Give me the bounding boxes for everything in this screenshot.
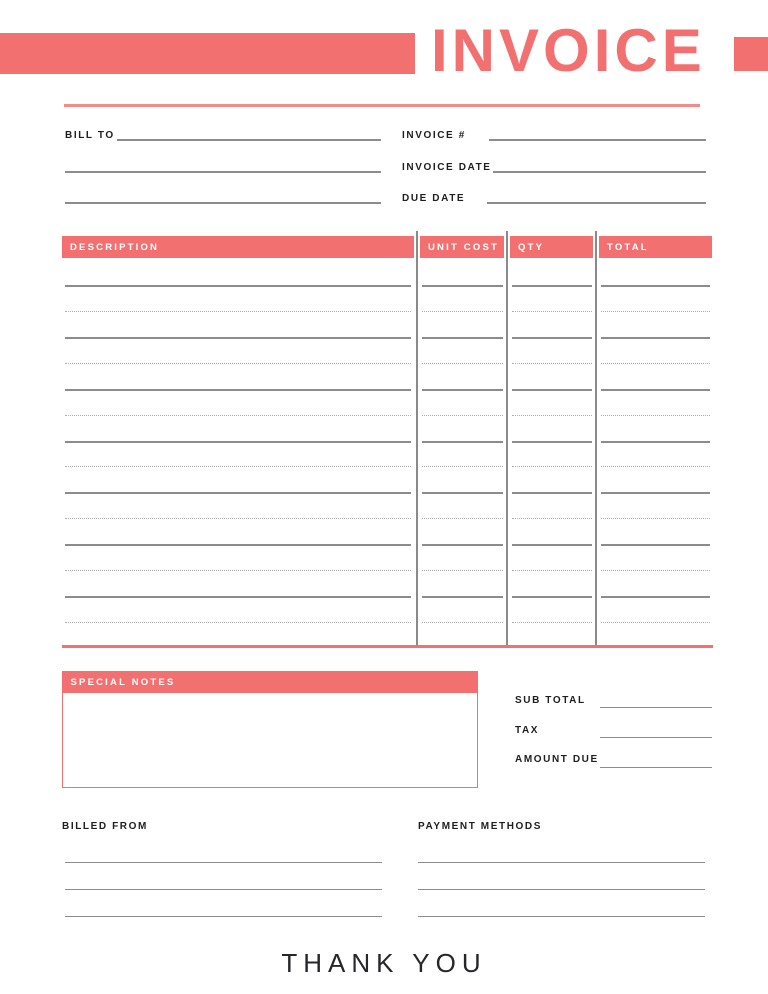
table-cell-line[interactable] <box>422 596 503 598</box>
table-column-divider <box>416 231 418 645</box>
table-bottom-rule <box>62 645 713 648</box>
tax-label: TAX <box>515 725 540 736</box>
table-cell-line[interactable] <box>422 311 503 312</box>
table-cell-line[interactable] <box>601 389 710 391</box>
table-cell-line[interactable] <box>512 285 592 287</box>
table-cell-line[interactable] <box>65 389 411 391</box>
table-header-unit-cost: UNIT COST <box>420 236 504 258</box>
table-cell-line[interactable] <box>422 337 503 339</box>
thank-you-text: THANK YOU <box>281 948 487 978</box>
table-cell-line[interactable] <box>422 285 503 287</box>
special-notes-label: SPECIAL NOTES <box>62 671 478 693</box>
header-accent-square <box>734 37 768 71</box>
sub-total-line[interactable] <box>600 707 712 708</box>
table-cell-line[interactable] <box>601 622 710 623</box>
table-cell-line[interactable] <box>65 518 411 519</box>
table-cell-line[interactable] <box>65 466 411 467</box>
special-notes-box <box>62 671 478 788</box>
sub-total-label: SUB TOTAL <box>515 695 586 706</box>
billed-from-line-3[interactable] <box>65 916 382 917</box>
table-cell-line[interactable] <box>422 570 503 571</box>
billed-from-label: BILLED FROM <box>62 821 148 832</box>
table-cell-line[interactable] <box>601 466 710 467</box>
invoice-date-label: INVOICE DATE <box>402 162 492 173</box>
table-cell-line[interactable] <box>601 363 710 364</box>
special-notes-content[interactable] <box>63 694 477 787</box>
table-cell-line[interactable] <box>422 441 503 443</box>
table-cell-line[interactable] <box>65 363 411 364</box>
table-header-description: DESCRIPTION <box>62 236 414 258</box>
table-cell-line[interactable] <box>512 492 592 494</box>
tax-line[interactable] <box>600 737 712 738</box>
invoice-number-line[interactable] <box>489 139 706 141</box>
invoice-date-line[interactable] <box>493 171 706 173</box>
due-date-line[interactable] <box>487 202 706 204</box>
amount-due-label: AMOUNT DUE <box>515 754 599 765</box>
header-accent-bar <box>0 33 415 74</box>
table-cell-line[interactable] <box>422 389 503 391</box>
table-cell-line[interactable] <box>65 285 411 287</box>
table-cell-line[interactable] <box>65 570 411 571</box>
table-cell-line[interactable] <box>422 415 503 416</box>
table-cell-line[interactable] <box>422 518 503 519</box>
table-cell-line[interactable] <box>422 622 503 623</box>
table-cell-line[interactable] <box>65 544 411 546</box>
bill-to-line-3[interactable] <box>65 202 381 204</box>
bill-to-label: BILL TO <box>65 130 115 141</box>
table-cell-line[interactable] <box>65 415 411 416</box>
table-cell-line[interactable] <box>65 337 411 339</box>
bill-to-line-1[interactable] <box>117 139 381 141</box>
table-cell-line[interactable] <box>512 415 592 416</box>
page-title: INVOICE <box>431 17 706 84</box>
billed-from-line-1[interactable] <box>65 862 382 863</box>
table-cell-line[interactable] <box>422 544 503 546</box>
table-cell-line[interactable] <box>601 337 710 339</box>
table-cell-line[interactable] <box>422 492 503 494</box>
payment-methods-line-1[interactable] <box>418 862 705 863</box>
table-cell-line[interactable] <box>601 518 710 519</box>
payment-methods-label: PAYMENT METHODS <box>418 821 543 832</box>
table-cell-line[interactable] <box>65 441 411 443</box>
table-cell-line[interactable] <box>512 596 592 598</box>
table-cell-line[interactable] <box>422 466 503 467</box>
table-cell-line[interactable] <box>601 544 710 546</box>
table-column-divider <box>595 231 597 645</box>
table-cell-line[interactable] <box>512 337 592 339</box>
table-cell-line[interactable] <box>65 596 411 598</box>
table-cell-line[interactable] <box>601 570 710 571</box>
table-cell-line[interactable] <box>65 311 411 312</box>
table-cell-line[interactable] <box>601 285 710 287</box>
table-cell-line[interactable] <box>512 441 592 443</box>
header-rule <box>64 104 700 107</box>
table-cell-line[interactable] <box>512 389 592 391</box>
amount-due-line[interactable] <box>600 767 712 768</box>
table-cell-line[interactable] <box>512 363 592 364</box>
table-cell-line[interactable] <box>65 492 411 494</box>
payment-methods-line-3[interactable] <box>418 916 705 917</box>
table-header-total: TOTAL <box>599 236 712 258</box>
table-cell-line[interactable] <box>512 544 592 546</box>
table-cell-line[interactable] <box>512 311 592 312</box>
table-cell-line[interactable] <box>601 311 710 312</box>
payment-methods-line-2[interactable] <box>418 889 705 890</box>
billed-from-line-2[interactable] <box>65 889 382 890</box>
table-column-divider <box>506 231 508 645</box>
table-cell-line[interactable] <box>422 363 503 364</box>
invoice-number-label: INVOICE # <box>402 130 466 141</box>
table-cell-line[interactable] <box>512 570 592 571</box>
table-cell-line[interactable] <box>65 622 411 623</box>
table-cell-line[interactable] <box>601 441 710 443</box>
table-cell-line[interactable] <box>512 518 592 519</box>
table-header-qty: QTY <box>510 236 593 258</box>
due-date-label: DUE DATE <box>402 193 466 204</box>
table-cell-line[interactable] <box>601 415 710 416</box>
table-cell-line[interactable] <box>512 622 592 623</box>
table-cell-line[interactable] <box>512 466 592 467</box>
table-cell-line[interactable] <box>601 596 710 598</box>
table-cell-line[interactable] <box>601 492 710 494</box>
bill-to-line-2[interactable] <box>65 171 381 173</box>
